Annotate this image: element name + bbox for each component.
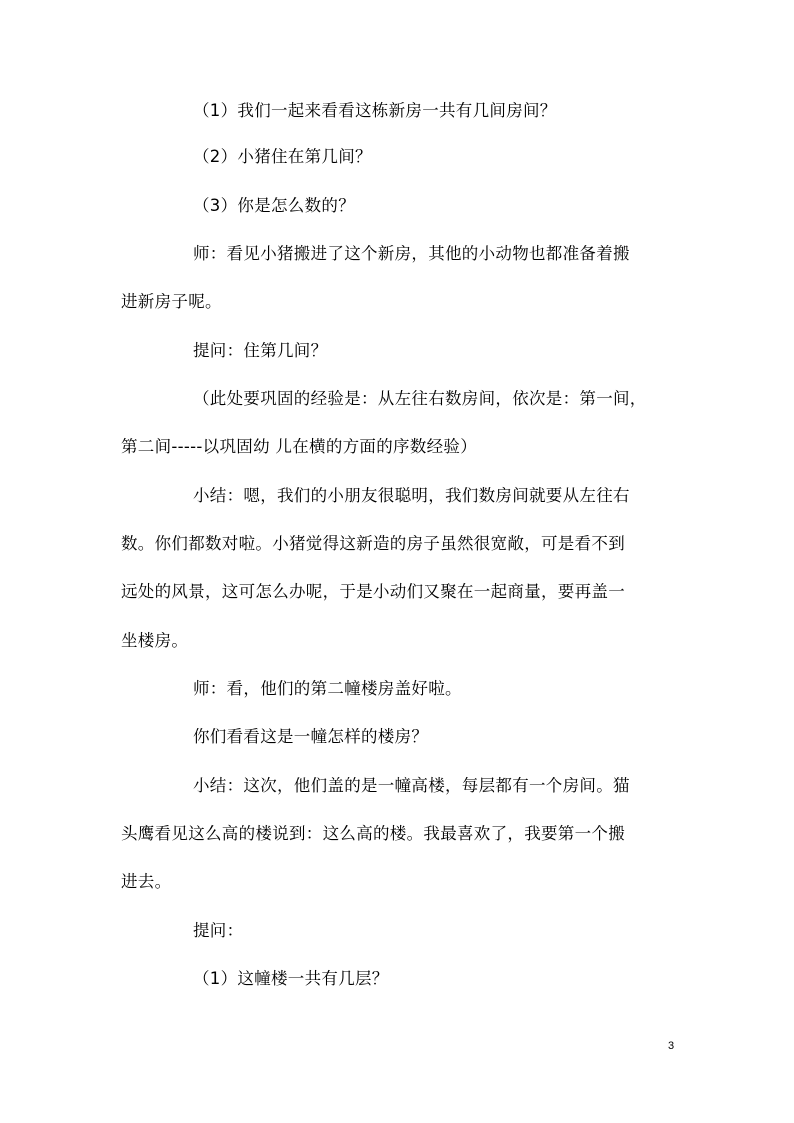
question-1-line: （1）我们一起来看看这栋新房一共有几间房间？ bbox=[193, 101, 557, 120]
floor-question-line: （1）这幢楼一共有几层？ bbox=[193, 969, 389, 988]
teacher-paragraph-line-1: 师：看见小猪搬进了这个新房，其他的小动物也都准备着搬 bbox=[193, 244, 630, 263]
teacher-second-building-line: 师：看，他们的第二幢楼房盖好啦。 bbox=[193, 679, 462, 698]
second-summary-line-1: 小结：这次，他们盖的是一幢高楼，每层都有一个房间。猫 bbox=[193, 776, 630, 795]
note-paragraph-line-1: （此处要巩固的经验是：从左往右数房间，依次是：第一间， bbox=[193, 389, 647, 408]
question-prompt-line: 提问：住第几间？ bbox=[193, 341, 328, 360]
summary-paragraph-line-3: 远处的风景，这可怎么办呢，于是小动们又聚在一起商量，要再盖一 bbox=[121, 582, 625, 601]
summary-paragraph-line-1: 小结：嗯，我们的小朋友很聪明，我们数房间就要从左往右 bbox=[193, 486, 630, 505]
question-2-line: （2）小猪住在第几间？ bbox=[193, 147, 372, 166]
question-heading-line: 提问： bbox=[193, 921, 244, 940]
teacher-paragraph-line-2: 进新房子呢。 bbox=[121, 292, 222, 311]
question-3-line: （3）你是怎么数的？ bbox=[193, 196, 355, 215]
second-summary-line-2: 头鹰看见这么高的楼说到：这么高的楼。我最喜欢了，我要第一个搬 bbox=[121, 824, 625, 843]
summary-paragraph-line-2: 数。你们都数对啦。小猪觉得这新造的房子虽然很宽敞，可是看不到 bbox=[121, 534, 625, 553]
summary-paragraph-line-4: 坐楼房。 bbox=[121, 631, 189, 650]
note-paragraph-line-2: 第二间-----以巩固幼 儿在横的方面的序数经验） bbox=[121, 437, 478, 456]
building-question-line: 你们看看这是一幢怎样的楼房？ bbox=[193, 727, 429, 746]
second-summary-line-3: 进去。 bbox=[121, 872, 172, 891]
page-number: 3 bbox=[668, 1040, 675, 1052]
